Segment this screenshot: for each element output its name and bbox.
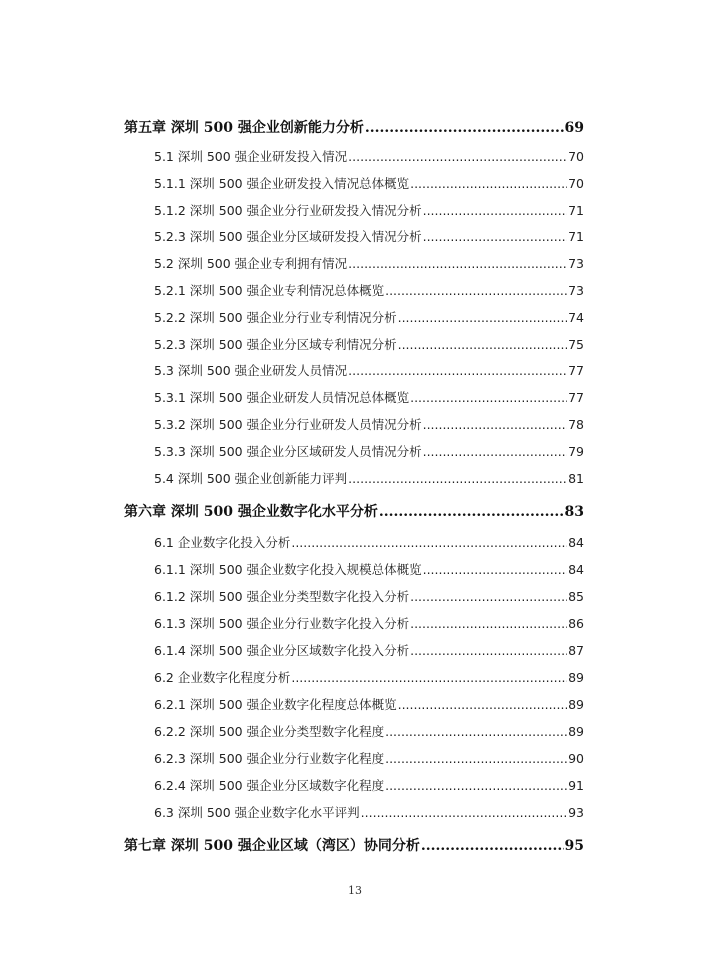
toc-entry-page: 77 — [568, 390, 584, 405]
toc-dot-leader — [410, 643, 567, 658]
toc-dot-leader — [410, 176, 567, 191]
toc-dot-leader — [291, 670, 567, 685]
toc-dot-leader — [348, 149, 567, 164]
toc-section-entry[interactable] — [154, 174, 584, 192]
toc-entry-page: 73 — [568, 283, 584, 298]
toc-entry-page: 74 — [568, 310, 584, 325]
toc-section-entry[interactable] — [154, 587, 584, 605]
toc-chapter-entry[interactable] — [124, 835, 584, 855]
toc-entry-title: 6.3 深圳 500 强企业数字化水平评判 — [154, 805, 360, 820]
toc-entry-title: 6.2 企业数字化程度分析 — [154, 670, 291, 685]
toc-section-entry[interactable] — [154, 308, 584, 326]
toc-entry-title: 第七章 深圳 500 强企业区域（湾区）协同分析 — [124, 838, 420, 854]
toc-section-entry[interactable] — [154, 335, 584, 353]
toc-section-entry[interactable] — [154, 388, 584, 406]
toc-section-entry[interactable] — [154, 722, 584, 740]
toc-entry-page: 86 — [568, 616, 584, 631]
toc-entry-page: 78 — [568, 417, 584, 432]
toc-dot-leader — [398, 310, 568, 325]
toc-dot-leader — [423, 562, 568, 577]
toc-entry-title: 6.2.1 深圳 500 强企业数字化程度总体概览 — [154, 697, 397, 712]
toc-entry-title: 6.1 企业数字化投入分析 — [154, 535, 291, 550]
toc-entry-title: 6.2.3 深圳 500 强企业分行业数字化程度 — [154, 751, 385, 766]
toc-dot-leader — [385, 778, 567, 793]
toc-entry-title: 5.1.2 深圳 500 强企业分行业研发投入情况分析 — [154, 203, 422, 218]
toc-dot-leader — [348, 471, 567, 486]
toc-entry-title: 5.3.2 深圳 500 强企业分行业研发人员情况分析 — [154, 417, 422, 432]
toc-section-entry[interactable] — [154, 415, 584, 433]
toc-entry-page: 89 — [568, 670, 584, 685]
toc-entry-page: 89 — [568, 724, 584, 739]
toc-section-entry[interactable] — [154, 533, 584, 551]
toc-entry-page: 73 — [568, 256, 584, 271]
toc-section-entry[interactable] — [154, 254, 584, 272]
toc-entry-title: 5.1 深圳 500 强企业研发投入情况 — [154, 149, 348, 164]
toc-entry-page: 90 — [568, 751, 584, 766]
toc-entry-page: 70 — [568, 176, 584, 191]
toc-dot-leader — [385, 283, 567, 298]
toc-dot-leader — [385, 751, 567, 766]
toc-entry-title: 5.3.1 深圳 500 强企业研发人员情况总体概览 — [154, 390, 410, 405]
toc-entry-title: 5.3 深圳 500 强企业研发人员情况 — [154, 363, 348, 378]
toc-dot-leader — [423, 417, 568, 432]
toc-entry-title: 5.2.2 深圳 500 强企业分行业专利情况分析 — [154, 310, 397, 325]
toc-entry-page: 69 — [564, 120, 584, 136]
page-number: 13 — [348, 884, 362, 897]
toc-dot-leader — [291, 535, 567, 550]
toc-entry-title: 5.2 深圳 500 强企业专利拥有情况 — [154, 256, 348, 271]
toc-entry-page: 71 — [568, 203, 584, 218]
toc-dot-leader — [398, 697, 568, 712]
toc-section-entry[interactable] — [154, 776, 584, 794]
toc-section-entry[interactable] — [154, 469, 584, 487]
toc-entry-title: 5.2.3 深圳 500 强企业分区域研发投入情况分析 — [154, 229, 422, 244]
toc-entry-page: 79 — [568, 444, 584, 459]
toc-section-entry[interactable] — [154, 227, 584, 245]
toc-entry-page: 84 — [568, 535, 584, 550]
toc-entry-title: 5.2.1 深圳 500 强企业专利情况总体概览 — [154, 283, 385, 298]
toc-dot-leader — [410, 589, 567, 604]
toc-entry-title: 5.2.3 深圳 500 强企业分区域专利情况分析 — [154, 337, 397, 352]
toc-section-entry[interactable] — [154, 803, 584, 821]
toc-section-entry[interactable] — [154, 281, 584, 299]
toc-entry-page: 95 — [564, 838, 584, 854]
toc-entry-page: 87 — [568, 643, 584, 658]
toc-entry-page: 70 — [568, 149, 584, 164]
toc-dot-leader — [385, 724, 567, 739]
toc-entry-page: 81 — [568, 471, 584, 486]
toc-section-entry[interactable] — [154, 560, 584, 578]
toc-section-entry[interactable] — [154, 442, 584, 460]
toc-entry-title: 6.2.2 深圳 500 强企业分类型数字化程度 — [154, 724, 385, 739]
toc-dot-leader — [421, 838, 564, 854]
toc-dot-leader — [423, 203, 568, 218]
toc-entry-page: 84 — [568, 562, 584, 577]
toc-section-entry[interactable] — [154, 668, 584, 686]
toc-section-entry[interactable] — [154, 201, 584, 219]
toc-entry-title: 5.3.3 深圳 500 强企业分区域研发人员情况分析 — [154, 444, 422, 459]
toc-entry-page: 83 — [564, 504, 584, 520]
toc-entry-title: 5.1.1 深圳 500 强企业研发投入情况总体概览 — [154, 176, 410, 191]
toc-section-entry[interactable] — [154, 614, 584, 632]
toc-entry-page: 89 — [568, 697, 584, 712]
toc-section-entry[interactable] — [154, 361, 584, 379]
toc-entry-title: 5.4 深圳 500 强企业创新能力评判 — [154, 471, 348, 486]
toc-dot-leader — [423, 229, 568, 244]
toc-entry-page: 85 — [568, 589, 584, 604]
toc-section-entry[interactable] — [154, 641, 584, 659]
toc-dot-leader — [398, 337, 568, 352]
toc-entry-page: 75 — [568, 337, 584, 352]
toc-section-entry[interactable] — [154, 147, 584, 165]
toc-entry-page: 77 — [568, 363, 584, 378]
toc-entry-title: 第六章 深圳 500 强企业数字化水平分析 — [124, 504, 378, 520]
toc-dot-leader — [379, 504, 564, 520]
toc-section-entry[interactable] — [154, 749, 584, 767]
toc-dot-leader — [361, 805, 567, 820]
toc-dot-leader — [423, 444, 568, 459]
toc-dot-leader — [348, 363, 567, 378]
toc-entry-title: 6.1.3 深圳 500 强企业分行业数字化投入分析 — [154, 616, 410, 631]
toc-entry-title: 第五章 深圳 500 强企业创新能力分析 — [124, 120, 364, 136]
toc-dot-leader — [410, 616, 567, 631]
toc-dot-leader — [365, 120, 564, 136]
toc-entry-page: 71 — [568, 229, 584, 244]
toc-dot-leader — [410, 390, 567, 405]
toc-entry-title: 6.1.1 深圳 500 强企业数字化投入规模总体概览 — [154, 562, 422, 577]
toc-entry-title: 6.2.4 深圳 500 强企业分区域数字化程度 — [154, 778, 385, 793]
toc-entry-title: 6.1.2 深圳 500 强企业分类型数字化投入分析 — [154, 589, 410, 604]
toc-section-entry[interactable] — [154, 695, 584, 713]
toc-entry-page: 93 — [568, 805, 584, 820]
toc-chapter-entry[interactable] — [124, 117, 584, 137]
toc-dot-leader — [348, 256, 567, 271]
toc-entry-page: 91 — [568, 778, 584, 793]
toc-entry-title: 6.1.4 深圳 500 强企业分区域数字化投入分析 — [154, 643, 410, 658]
toc-chapter-entry[interactable] — [124, 501, 584, 521]
